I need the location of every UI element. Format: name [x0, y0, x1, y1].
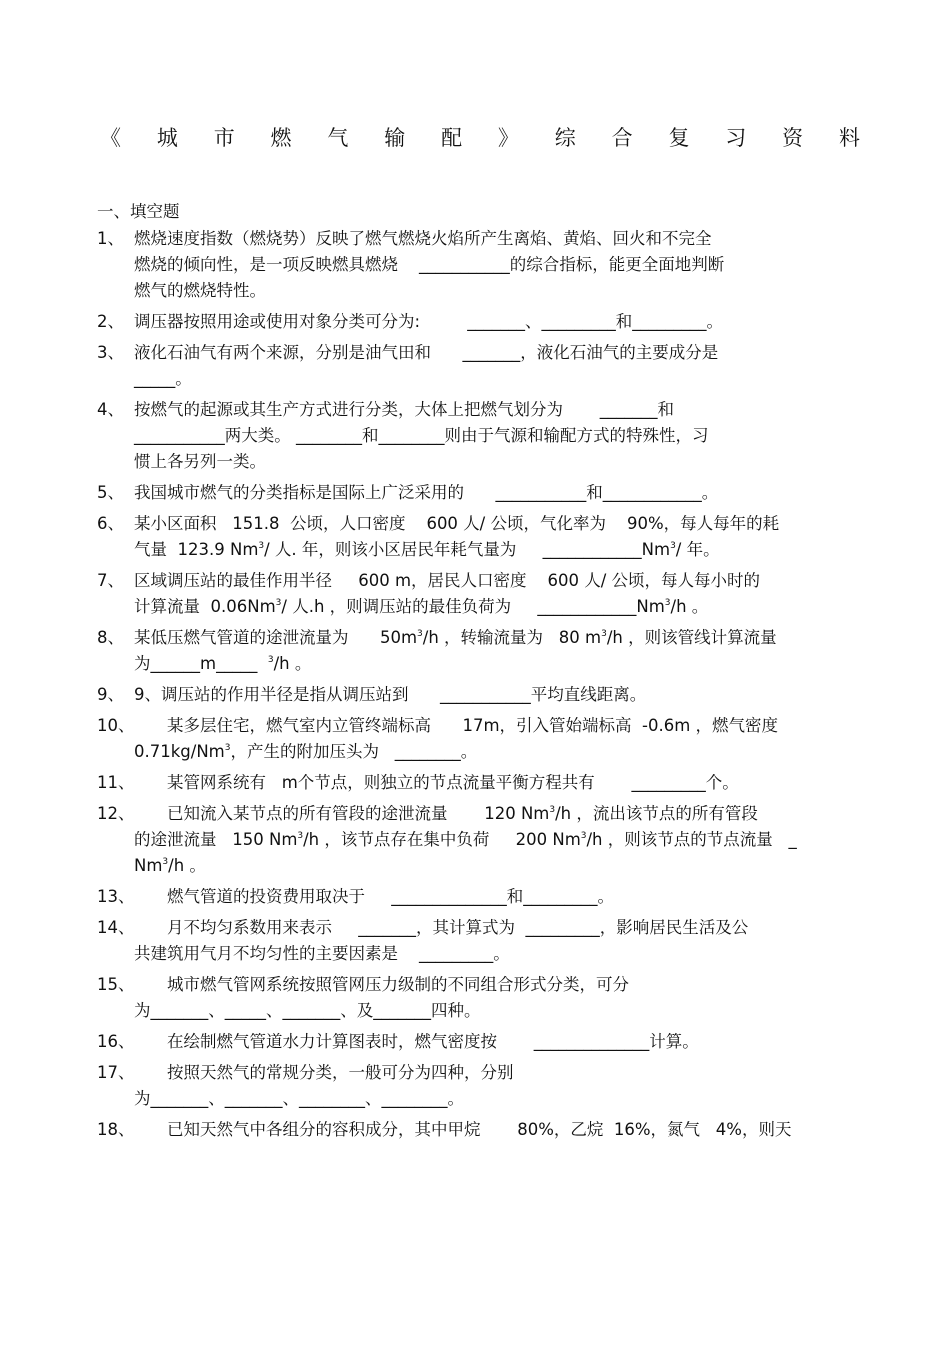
title-char: 》 — [497, 126, 519, 150]
question-line — [97, 1086, 857, 1112]
title-char: 气 — [327, 126, 349, 150]
question-number: 16、 — [97, 1032, 135, 1051]
question-line — [97, 682, 857, 708]
superscript: 3 — [297, 831, 304, 841]
question-number: 9、 — [97, 685, 124, 704]
superscript: 3 — [417, 629, 423, 639]
question-text: 气量 123.9 Nm$^3$/ 人. 年，则该小区居民年耗气量为 ____________Nm$^3$/ 年。 — [134, 540, 720, 559]
question-item — [97, 625, 857, 677]
question-line — [97, 278, 857, 304]
question-line — [97, 226, 857, 252]
question-text: 为_______、_______、________、________。 — [134, 1089, 464, 1108]
question-line — [97, 998, 857, 1024]
question-line — [97, 1029, 857, 1055]
title-char: 燃 — [270, 126, 292, 150]
question-number: 8、 — [97, 628, 124, 647]
question-number: 3、 — [97, 343, 124, 362]
question-item — [97, 682, 857, 708]
question-line — [97, 739, 857, 765]
question-line — [97, 340, 857, 366]
question-line — [97, 853, 857, 879]
title-char: 输 — [384, 126, 406, 150]
question-text: 的途泄流量 150 Nm$^3$/h ，该节点存在集中负荷 200 Nm$^3$/h ，则该节点的节点流量 _ — [134, 830, 797, 849]
question-text: 燃烧的倾向性，是一项反映燃具燃烧 ___________的综合指标，能更全面地判断 — [134, 255, 725, 274]
superscript: 3 — [258, 541, 265, 551]
question-text: 燃气的燃烧特性。 — [134, 281, 266, 300]
question-item — [97, 340, 857, 392]
question-number: 5、 — [97, 483, 124, 502]
question-line — [97, 827, 857, 853]
question-text: 0.71kg/Nm$^3$，产生的附加压头为 ________。 — [134, 742, 478, 761]
question-line — [97, 594, 857, 620]
question-line — [97, 972, 857, 998]
question-text: 区域调压站的最佳作用半径 600 m，居民人口密度 600 人/ 公顷，每人每小时的 — [134, 571, 761, 590]
question-item — [97, 915, 857, 967]
superscript: 3 — [664, 598, 671, 608]
title-char: 城 — [156, 126, 178, 150]
superscript: 3 — [549, 805, 556, 815]
question-text: Nm$^3$/h 。 — [134, 856, 206, 875]
question-text: 按燃气的起源或其生产方式进行分类，大体上把燃气划分为 _______和 — [134, 400, 674, 419]
question-text: 某小区面积 151.8 公顷，人口密度 600 人/ 公顷，气化率为 90%，每人每年的耗 — [134, 514, 780, 533]
question-text: 9、调压站的作用半径是指从调压站到 ___________平均直线距离。 — [134, 685, 647, 704]
question-item — [97, 1060, 857, 1112]
question-line — [97, 252, 857, 278]
question-item — [97, 1029, 857, 1055]
question-item — [97, 801, 857, 879]
question-text: 某多层住宅，燃气室内立管终端标高 17m，引入管始端标高 -0.6m ，燃气密度 — [167, 716, 779, 735]
question-line — [97, 480, 857, 506]
question-text: 月不均匀系数用来表示 _______，其计算式为 _________，影响居民生活及公 — [167, 918, 749, 937]
question-line — [97, 884, 857, 910]
superscript: 3 — [580, 831, 587, 841]
superscript: 3 — [224, 743, 231, 753]
superscript: 3 — [267, 655, 274, 665]
question-line — [97, 651, 857, 677]
question-item — [97, 1117, 857, 1143]
question-text: 已知流入某节点的所有管段的途泄流量 120 Nm$^3$/h ，流出该节点的所有管段 — [167, 804, 758, 823]
question-item — [97, 568, 857, 620]
title-char: 复 — [668, 126, 690, 150]
question-number: 12、 — [97, 804, 135, 823]
question-text: 已知天然气中各组分的容积成分，其中甲烷 80%，乙烷 16%，氮气 4%，则天 — [167, 1120, 792, 1139]
question-line — [97, 770, 857, 796]
superscript: 3 — [275, 598, 282, 608]
title-char: 料 — [838, 126, 860, 150]
question-number: 10、 — [97, 716, 135, 735]
question-line — [97, 941, 857, 967]
title-char: 资 — [782, 126, 804, 150]
question-item — [97, 770, 857, 796]
question-line — [97, 801, 857, 827]
question-text: ___________两大类。 ________和________则由于气源和输配方式的特殊性，习 — [134, 426, 709, 445]
question-line — [97, 915, 857, 941]
question-number: 6、 — [97, 514, 124, 533]
question-item — [97, 511, 857, 563]
question-number: 4、 — [97, 400, 124, 419]
question-text: 共建筑用气月不均匀性的主要因素是 _________。 — [134, 944, 510, 963]
question-line — [97, 449, 857, 475]
title-char: 市 — [213, 126, 235, 150]
superscript: 3 — [670, 541, 676, 551]
question-text: 调压器按照用途或使用对象分类可分为: _______、_________和_________。 — [134, 312, 724, 331]
section-heading: 一、填空题 — [97, 202, 180, 221]
question-number: 2、 — [97, 312, 124, 331]
document-title — [100, 122, 860, 152]
question-text: 液化石油气有两个来源，分别是油气田和 _______，液化石油气的主要成分是 — [134, 343, 719, 362]
question-text: 燃烧速度指数（燃烧势）反映了燃气燃烧火焰所产生离焰、黄焰、回火和不完全 — [134, 229, 712, 248]
question-number: 15、 — [97, 975, 135, 994]
question-item — [97, 972, 857, 1024]
question-line — [97, 366, 857, 392]
title-char: 习 — [725, 126, 747, 150]
question-text: 在绘制燃气管道水力计算图表时，燃气密度按 ______________计算。 — [167, 1032, 699, 1051]
question-line — [97, 537, 857, 563]
question-text: 城市燃气管网系统按照管网压力级制的不同组合形式分类，可分 — [167, 975, 629, 994]
superscript: 3 — [162, 857, 169, 867]
question-list — [97, 226, 857, 1148]
question-number: 11、 — [97, 773, 135, 792]
question-line — [97, 1117, 857, 1143]
question-number: 17、 — [97, 1063, 135, 1082]
question-line — [97, 511, 857, 537]
question-text: 燃气管道的投资费用取决于 ______________和_________。 — [167, 887, 614, 906]
question-item — [97, 713, 857, 765]
question-item — [97, 226, 857, 304]
question-number: 14、 — [97, 918, 135, 937]
question-line — [97, 625, 857, 651]
question-number: 13、 — [97, 887, 135, 906]
question-number: 1、 — [97, 229, 124, 248]
title-char: 合 — [611, 126, 633, 150]
superscript: 3 — [601, 629, 607, 639]
question-text: 按照天然气的常规分类，一般可分为四种，分别 — [167, 1063, 514, 1082]
question-line — [97, 713, 857, 739]
title-char: 综 — [554, 126, 576, 150]
question-text: 我国城市燃气的分类指标是国际上广泛采用的 ___________和____________。 — [134, 483, 719, 502]
question-number: 7、 — [97, 571, 124, 590]
question-line — [97, 309, 857, 335]
question-item — [97, 884, 857, 910]
question-line — [97, 397, 857, 423]
question-line — [97, 423, 857, 449]
question-item — [97, 309, 857, 335]
question-item — [97, 397, 857, 475]
question-text: _____。 — [134, 369, 192, 388]
question-text: 惯上各另列一类。 — [134, 452, 266, 471]
question-text: 某低压燃气管道的途泄流量为 $50m^3/h$ ，转输流量为 80 $m^3/h$ ，则该管线计算流量 — [134, 628, 777, 647]
question-number: 18、 — [97, 1120, 135, 1139]
title-char: 《 — [100, 126, 121, 150]
question-text: 计算流量 0.06Nm$^3$/ 人.h ，则调压站的最佳负荷为 ____________Nm$^3$/h 。 — [134, 597, 709, 616]
question-text: 为_______、_____、_______、及_______四种。 — [134, 1001, 481, 1020]
question-line — [97, 568, 857, 594]
question-item — [97, 480, 857, 506]
question-text: 为______m_____ $^3$/h 。 — [134, 654, 312, 673]
title-char: 配 — [441, 126, 463, 150]
question-line — [97, 1060, 857, 1086]
question-text: 某管网系统有 m个节点，则独立的节点流量平衡方程共有 _________个。 — [167, 773, 739, 792]
